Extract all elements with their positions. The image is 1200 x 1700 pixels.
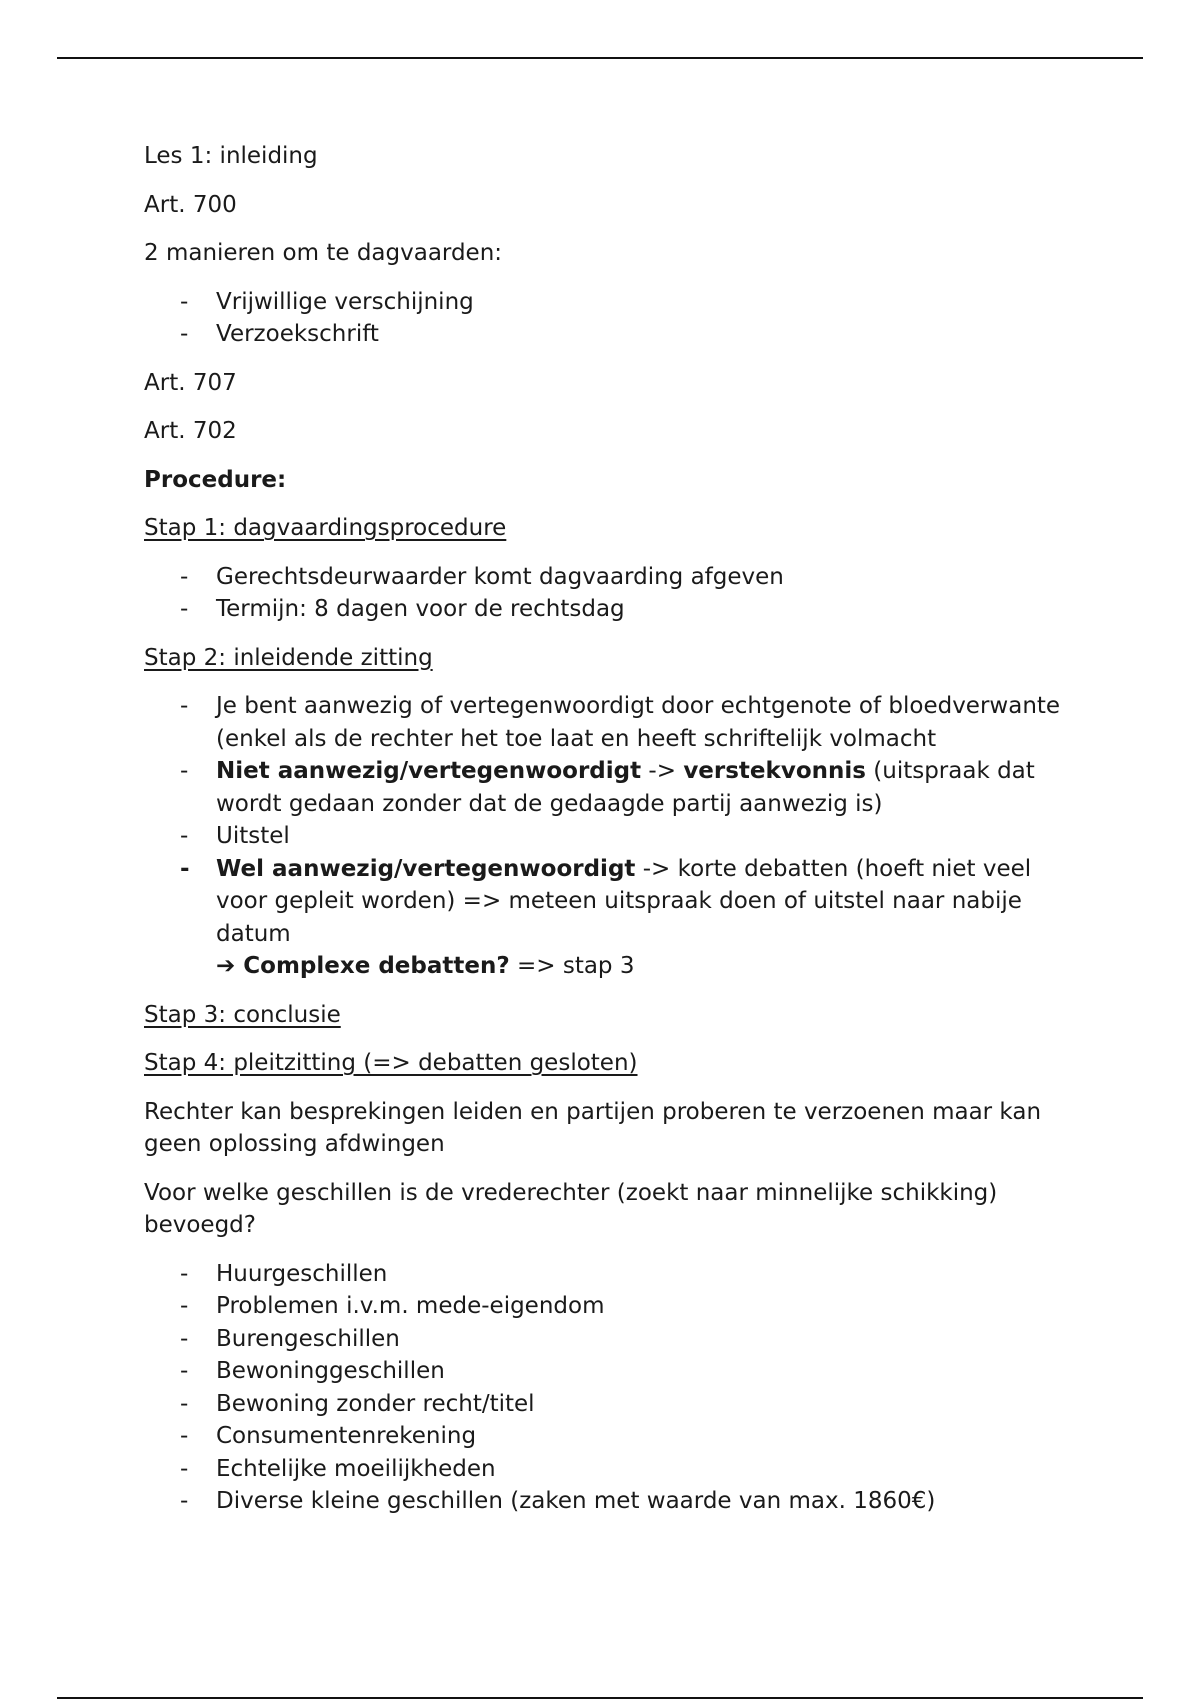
- list-item-text: -> korte debatten (hoeft niet veel voor gepleit worden) => meteen uitspraak doen of uitstel naar nabije datum: [216, 855, 1032, 947]
- procedure-heading: Procedure:: [144, 466, 287, 493]
- dash-marker: -: [180, 563, 189, 590]
- list-item-text: Verzoekschrift: [216, 321, 379, 347]
- arrow-bold-text: Complexe debatten?: [243, 953, 510, 979]
- top-rule: [57, 57, 1143, 59]
- dash-marker: -: [180, 1325, 189, 1352]
- list-item-text: Bewoning zonder recht/titel: [216, 1390, 535, 1417]
- arrow-text: => stap 3: [509, 953, 635, 979]
- stap-1-list: [144, 561, 1064, 626]
- rechter-paragraph: Rechter kan besprekingen leiden en partijen proberen te verzoenen maar kan geen oplossing afdwingen: [144, 1098, 1042, 1157]
- arrow-line: [216, 950, 1064, 983]
- list-item-text: Bewoninggeschillen: [216, 1358, 445, 1384]
- list-item-text: ->: [641, 758, 684, 784]
- list-item: [144, 593, 1064, 626]
- dash-marker: -: [180, 596, 189, 622]
- arrow-right-icon: ➔: [216, 953, 236, 979]
- list-item-text: Echtelijke moeilijkheden: [216, 1455, 496, 1482]
- dash-marker: -: [180, 855, 190, 882]
- list-item: [144, 1290, 1064, 1323]
- stap-1-heading: Stap 1: dagvaardingsprocedure: [144, 515, 507, 541]
- list-item-text: Consumentenrekening: [216, 1423, 477, 1449]
- dash-marker: -: [180, 1260, 189, 1287]
- dash-marker: -: [180, 693, 189, 719]
- list-item-text: Je bent aanwezig of vertegenwoordigt door echtgenote of bloedverwante (enkel als de rechter het toe laat en heeft schriftelijk volmacht: [216, 693, 1061, 752]
- dash-marker: -: [180, 1455, 189, 1482]
- dash-marker: -: [180, 1488, 189, 1514]
- art-700: Art. 700: [144, 191, 237, 218]
- list-item: [144, 1258, 1064, 1291]
- list-item: [144, 1453, 1064, 1486]
- list-item: [144, 820, 1064, 853]
- lesson-title: Les 1: inleiding: [144, 143, 318, 169]
- list-item-text: Diverse kleine geschillen (zaken met waarde van max. 1860€): [216, 1488, 936, 1514]
- list-item-text: Problemen i.v.m. mede-eigendom: [216, 1293, 605, 1319]
- voor-welke-paragraph: Voor welke geschillen is de vrederechter (zoekt naar minnelijke schikking) bevoegd?: [144, 1179, 998, 1238]
- list-item: [144, 1323, 1064, 1356]
- stap-2-list: [144, 690, 1064, 983]
- dash-marker: -: [180, 1390, 189, 1417]
- dash-marker: -: [180, 823, 189, 849]
- list-item: [144, 1355, 1064, 1388]
- stap-4-heading: Stap 4: pleitzitting (=> debatten gesloten): [144, 1050, 638, 1076]
- geschillen-list: [144, 1258, 1064, 1518]
- dash-marker: -: [180, 1423, 189, 1449]
- list-item-text: (uitspraak dat wordt gedaan zonder dat de gedaagde partij aanwezig is): [216, 758, 1035, 817]
- art-702: Art. 702: [144, 418, 237, 444]
- dash-marker: -: [180, 1358, 189, 1384]
- list-item: [144, 755, 1064, 820]
- document-body: [144, 140, 1064, 1534]
- manieren-list: [144, 286, 1064, 351]
- list-item-bold: Wel aanwezig/vertegenwoordigt: [216, 855, 636, 882]
- list-item: [144, 690, 1064, 755]
- list-item-text: Uitstel: [216, 823, 290, 849]
- stap-3-heading: Stap 3: conclusie: [144, 1001, 341, 1028]
- dash-marker: -: [180, 321, 189, 347]
- list-item: [144, 318, 1064, 351]
- list-item-text: Huurgeschillen: [216, 1260, 388, 1287]
- stap-2-heading: Stap 2: inleidende zitting: [144, 644, 433, 671]
- list-item: [144, 1388, 1064, 1421]
- list-item: [144, 853, 1064, 983]
- list-item: [144, 1485, 1064, 1518]
- art-707: Art. 707: [144, 369, 237, 396]
- dash-marker: -: [180, 1293, 189, 1319]
- dash-marker: -: [180, 758, 189, 784]
- list-item-text: Burengeschillen: [216, 1325, 400, 1352]
- list-item: [144, 561, 1064, 594]
- list-item-bold: Niet aanwezig/vertegenwoordigt: [216, 758, 642, 784]
- list-item-text: Gerechtsdeurwaarder komt dagvaarding afgeven: [216, 563, 784, 590]
- list-item: [144, 286, 1064, 319]
- list-item-bold: verstekvonnis: [683, 758, 866, 784]
- list-item-text: Vrijwillige verschijning: [216, 288, 474, 315]
- bottom-rule: [57, 1697, 1143, 1699]
- list-item-text: Termijn: 8 dagen voor de rechtsdag: [216, 596, 625, 622]
- dash-marker: -: [180, 288, 189, 315]
- list-item: [144, 1420, 1064, 1453]
- manieren-heading: 2 manieren om te dagvaarden:: [144, 240, 503, 266]
